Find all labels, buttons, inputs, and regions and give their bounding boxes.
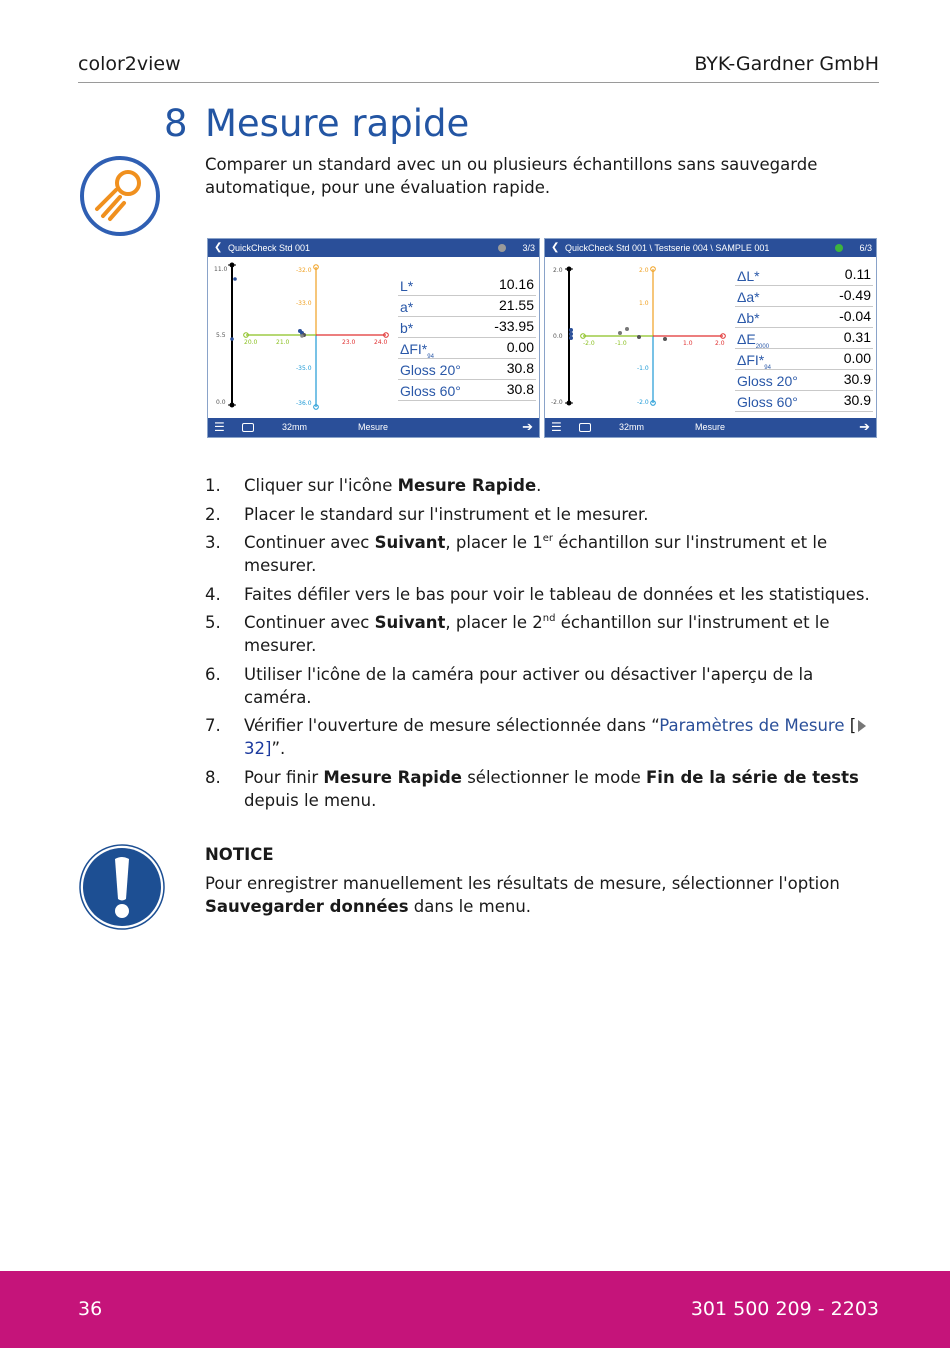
value-row-dfi — [398, 338, 536, 359]
step-item: 4. Faites défiler vers le bas pour voir le tableau de données et les statistiques. — [205, 584, 870, 604]
value-row-gloss60 — [735, 391, 873, 412]
a-tick-3: 23.0 — [342, 339, 356, 346]
sample-point — [618, 331, 622, 335]
screen-count: 6/3 — [859, 243, 872, 253]
camera-icon — [579, 423, 591, 432]
values-panel — [735, 265, 873, 412]
value-number: -33.95 — [494, 318, 534, 334]
screen-title-bar — [208, 239, 539, 257]
value-row-dl — [735, 265, 873, 286]
screen-title-bar — [545, 239, 876, 257]
step-number: 7. — [205, 716, 221, 735]
value-label: Gloss 60° — [400, 383, 461, 399]
step-item: 6. Utiliser l'icône de la caméra pour activer ou désactiver l'aperçu de la caméra. — [205, 664, 814, 707]
value-label: b* — [400, 320, 414, 336]
notice-title: NOTICE — [205, 845, 274, 864]
b-tick-1: 2.0 — [639, 267, 649, 274]
notice-text: Pour enregistrer manuellement les résultats de mesure, sélectionner l'option Sauvegarder données dans le menu. — [205, 874, 840, 916]
sample-point — [625, 327, 629, 331]
b-tick-1: -32.0 — [296, 267, 312, 274]
back-icon: ❮ — [214, 242, 223, 253]
value-number: 10.16 — [498, 276, 534, 292]
screen-title: QuickCheck Std 001 — [228, 243, 311, 253]
color-plot — [208, 257, 400, 420]
value-label: Δa* — [737, 289, 760, 305]
value-row-db — [735, 307, 873, 328]
footer-bar — [0, 1271, 950, 1348]
value-number: 21.55 — [498, 297, 534, 313]
l-tick-mid: 5.5 — [216, 332, 226, 339]
value-row-gloss20 — [398, 359, 536, 380]
status-dot — [835, 244, 843, 252]
step-number: 5. — [205, 613, 221, 632]
sample-point — [569, 336, 573, 340]
a-tick-1: 20.0 — [244, 339, 258, 346]
value-number: 0.00 — [506, 339, 534, 355]
value-row-a — [398, 296, 536, 317]
value-row-b — [398, 317, 536, 338]
value-number: 30.8 — [506, 381, 534, 397]
value-row-gloss20 — [735, 370, 873, 391]
header-company: BYK-Gardner GmbH — [694, 53, 879, 75]
l-tick-bottom: -2.0 — [551, 399, 563, 406]
sample-point — [569, 332, 573, 336]
sample-point — [230, 337, 234, 341]
value-label: $\Delta FI*_{94}$ — [737, 352, 771, 371]
b-tick-4: -2.0 — [637, 399, 649, 406]
value-row-de — [735, 328, 873, 349]
value-label: ΔL* — [737, 268, 760, 284]
value-label: Gloss 60° — [737, 394, 798, 410]
sample-point — [569, 328, 573, 332]
step-number: 6. — [205, 664, 221, 684]
page-ref-icon — [858, 720, 866, 732]
a-tick-4: 24.0 — [374, 339, 388, 346]
steps-list — [205, 474, 877, 817]
value-number: 30.9 — [843, 371, 871, 387]
value-number: 30.8 — [506, 360, 534, 376]
a-tick-3: 1.0 — [683, 340, 693, 347]
exclamation-icon — [78, 843, 166, 931]
step-item: 3. Continuer avec Suivant, placer le 1er échantillon sur l'instrument et le mesurer. — [205, 533, 828, 575]
screenshot-sample — [544, 238, 877, 438]
value-number: 0.11 — [844, 266, 871, 282]
value-number: 0.31 — [843, 329, 871, 345]
value-label: Δb* — [737, 310, 760, 326]
aperture-size: 32mm — [282, 422, 308, 432]
status-dot — [498, 244, 506, 252]
sample-point — [300, 334, 304, 338]
back-icon: ❮ — [551, 242, 560, 253]
step-number: 2. — [205, 504, 221, 524]
mode-label: Mesure — [695, 422, 726, 432]
value-row-dfi — [735, 349, 873, 370]
step-item: 1. Cliquer sur l'icône Mesure Rapide. — [205, 476, 542, 495]
step-item: 8. Pour finir Mesure Rapide sélectionner le mode Fin de la série de tests depuis le menu. — [205, 767, 859, 810]
value-number: -0.49 — [839, 287, 871, 303]
arrow-right-icon: ➔ — [522, 419, 533, 434]
a-tick-4: 2.0 — [715, 340, 725, 347]
intro-text: Comparer un standard avec un ou plusieurs échantillons sans sauvegarde automatique, pour une évaluation rapide. — [205, 155, 818, 197]
step-number: 1. — [205, 476, 221, 495]
value-label: L* — [400, 278, 414, 294]
screen-title: QuickCheck Std 001 \ Testserie 004 \ SAMPLE 001 — [565, 243, 770, 253]
b-tick-4: -36.0 — [296, 400, 312, 407]
header-product: color2view — [78, 53, 181, 75]
value-label: a* — [400, 299, 414, 315]
value-row-gloss60 — [398, 380, 536, 401]
l-tick-bottom: 0.0 — [216, 399, 226, 406]
value-number: 30.9 — [843, 392, 871, 408]
camera-icon — [242, 423, 254, 432]
b-tick-3: -35.0 — [296, 365, 312, 372]
quick-measure-icon — [78, 154, 162, 238]
l-tick-top: 2.0 — [553, 267, 563, 274]
settings-link[interactable]: Paramètres de Mesure — [659, 716, 845, 735]
step-number: 8. — [205, 767, 221, 787]
step-item: 7. Vérifier l'ouverture de mesure sélectionnée dans “Paramètres de Mesure [32]”. — [205, 714, 877, 760]
delta-plot — [545, 257, 737, 420]
a-tick-2: -1.0 — [615, 340, 627, 347]
a-tick-1: -2.0 — [583, 340, 595, 347]
value-number: 0.00 — [843, 350, 871, 366]
screen-bottom-bar — [208, 418, 539, 437]
page-ref-link[interactable]: 32] — [244, 739, 272, 758]
step-item: 5. Continuer avec Suivant, placer le 2nd échantillon sur l'instrument et le mesurer. — [205, 613, 830, 655]
sample-point — [233, 277, 237, 281]
a-tick-2: 21.0 — [276, 339, 290, 346]
value-row-da — [735, 286, 873, 307]
value-label: Gloss 20° — [737, 373, 798, 389]
menu-icon: ☰ — [551, 420, 562, 434]
page-title: Mesure rapide — [205, 102, 470, 145]
value-label: Gloss 20° — [400, 362, 461, 378]
menu-icon: ☰ — [214, 420, 225, 434]
chapter-number: 8 — [164, 102, 188, 145]
sample-point — [663, 337, 667, 341]
value-row-l — [398, 275, 536, 296]
page-number: 36 — [78, 1298, 103, 1320]
aperture-size: 32mm — [619, 422, 645, 432]
mode-label: Mesure — [358, 422, 389, 432]
b-tick-2: 1.0 — [639, 300, 649, 307]
screen-count: 3/3 — [522, 243, 535, 253]
b-tick-2: -33.0 — [296, 300, 312, 307]
sample-point — [637, 335, 641, 339]
value-number: -0.04 — [839, 308, 871, 324]
l-tick-mid: 0.0 — [553, 333, 563, 340]
screenshot-standard — [207, 238, 540, 438]
step-item: 2. Placer le standard sur l'instrument et le mesurer. — [205, 504, 649, 524]
value-label: $\Delta E_{2000}$ — [737, 331, 770, 350]
value-label: $\Delta FI*_{94}$ — [400, 341, 434, 360]
document-number: 301 500 209 - 2203 — [690, 1298, 879, 1320]
b-tick-3: -1.0 — [637, 365, 649, 372]
header-rule — [78, 82, 879, 83]
l-tick-top: 11.0 — [214, 266, 228, 273]
values-panel — [398, 275, 536, 401]
screen-bottom-bar — [545, 418, 876, 437]
arrow-right-icon: ➔ — [859, 419, 870, 434]
step-number: 3. — [205, 533, 221, 552]
step-number: 4. — [205, 584, 221, 604]
